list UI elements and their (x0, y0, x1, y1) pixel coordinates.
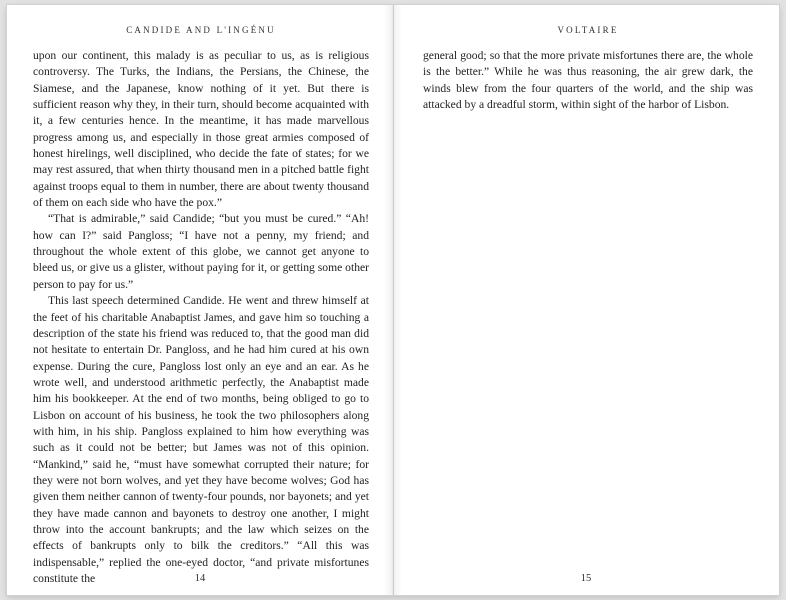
left-page-number: 14 (194, 573, 206, 584)
paragraph: This last speech determined Candide. He went and threw himself at the feet of his charitable Anabaptist James, and gave him so touching a description of the state his friend was reduced to, that the good man did not hesitate to entertain Dr. Pangloss, and he had him cured at his own expense. During the cure, Pangloss lost only an eye and an ear. As he wrote well, and understood arithmetic perfectly, the Anabaptist made him his bookkeeper. At the end of two months, being obliged to go to Lisbon on account of his business, he took the two philosophers along with him, in his ship. Pangloss explained to him how everything was such as it could not be better; but James was not of this opinion. “Mankind,” said he, “must have somewhat corrupted their nature; for they were not born wolves, and yet they have become wolves; God has given them neither cannon of twenty-four pounds, nor bayonets; and yet they have made cannon and bayonets to destroy one another, I might throw into the account bankrupts; and the law which seizes on the effects of bankrupts only to bilk the creditors.” “All this was indispensable,” replied the one-eyed doctor, “and private misfortunes constitute the (33, 294, 369, 585)
left-page-text (33, 48, 369, 587)
left-running-head: CANDIDE AND L'INGÉNU (126, 25, 276, 35)
right-running-head: VOLTAIRE (557, 25, 619, 35)
open-book (7, 5, 779, 595)
paragraph: general good; so that the more private misfortunes there are, the whole is the better.” While he was thus reasoning, the air grew dark, the winds blew from the four quarters of the world, and the ship was attacked by a dreadful storm, within sight of the harbor of Lisbon. (423, 49, 753, 112)
right-page (393, 5, 779, 595)
right-page-text (423, 48, 753, 113)
right-page-number: 15 (580, 573, 592, 584)
left-page (7, 5, 393, 595)
paragraph: upon our continent, this malady is as peculiar to us, as is religious controversy. The Turks, the Indians, the Persians, the Chinese, the Siamese, and the Japanese, know nothing of it yet. But there is sufficient reason why they, in their turn, should become acquainted with it, a few centuries hence. In the meantime, it has made marvellous progress among us, and especially in those great armies composed of honest hirelings, well disciplined, who decide the fate of states; for we may rest assured, that when thirty thousand men in a pitched battle fight against troops equal to them in number, there are about twenty thousand of them on each side who have the pox.” (33, 49, 369, 210)
paragraph: “That is admirable,” said Candide; “but you must be cured.” “Ah! how can I?” said Pangloss; “I have not a penny, my friend; and throughout the whole extent of this globe, we cannot get anyone to bleed us, or give us a glister, without paying for it, or getting some other person to pay for us.” (33, 212, 369, 291)
